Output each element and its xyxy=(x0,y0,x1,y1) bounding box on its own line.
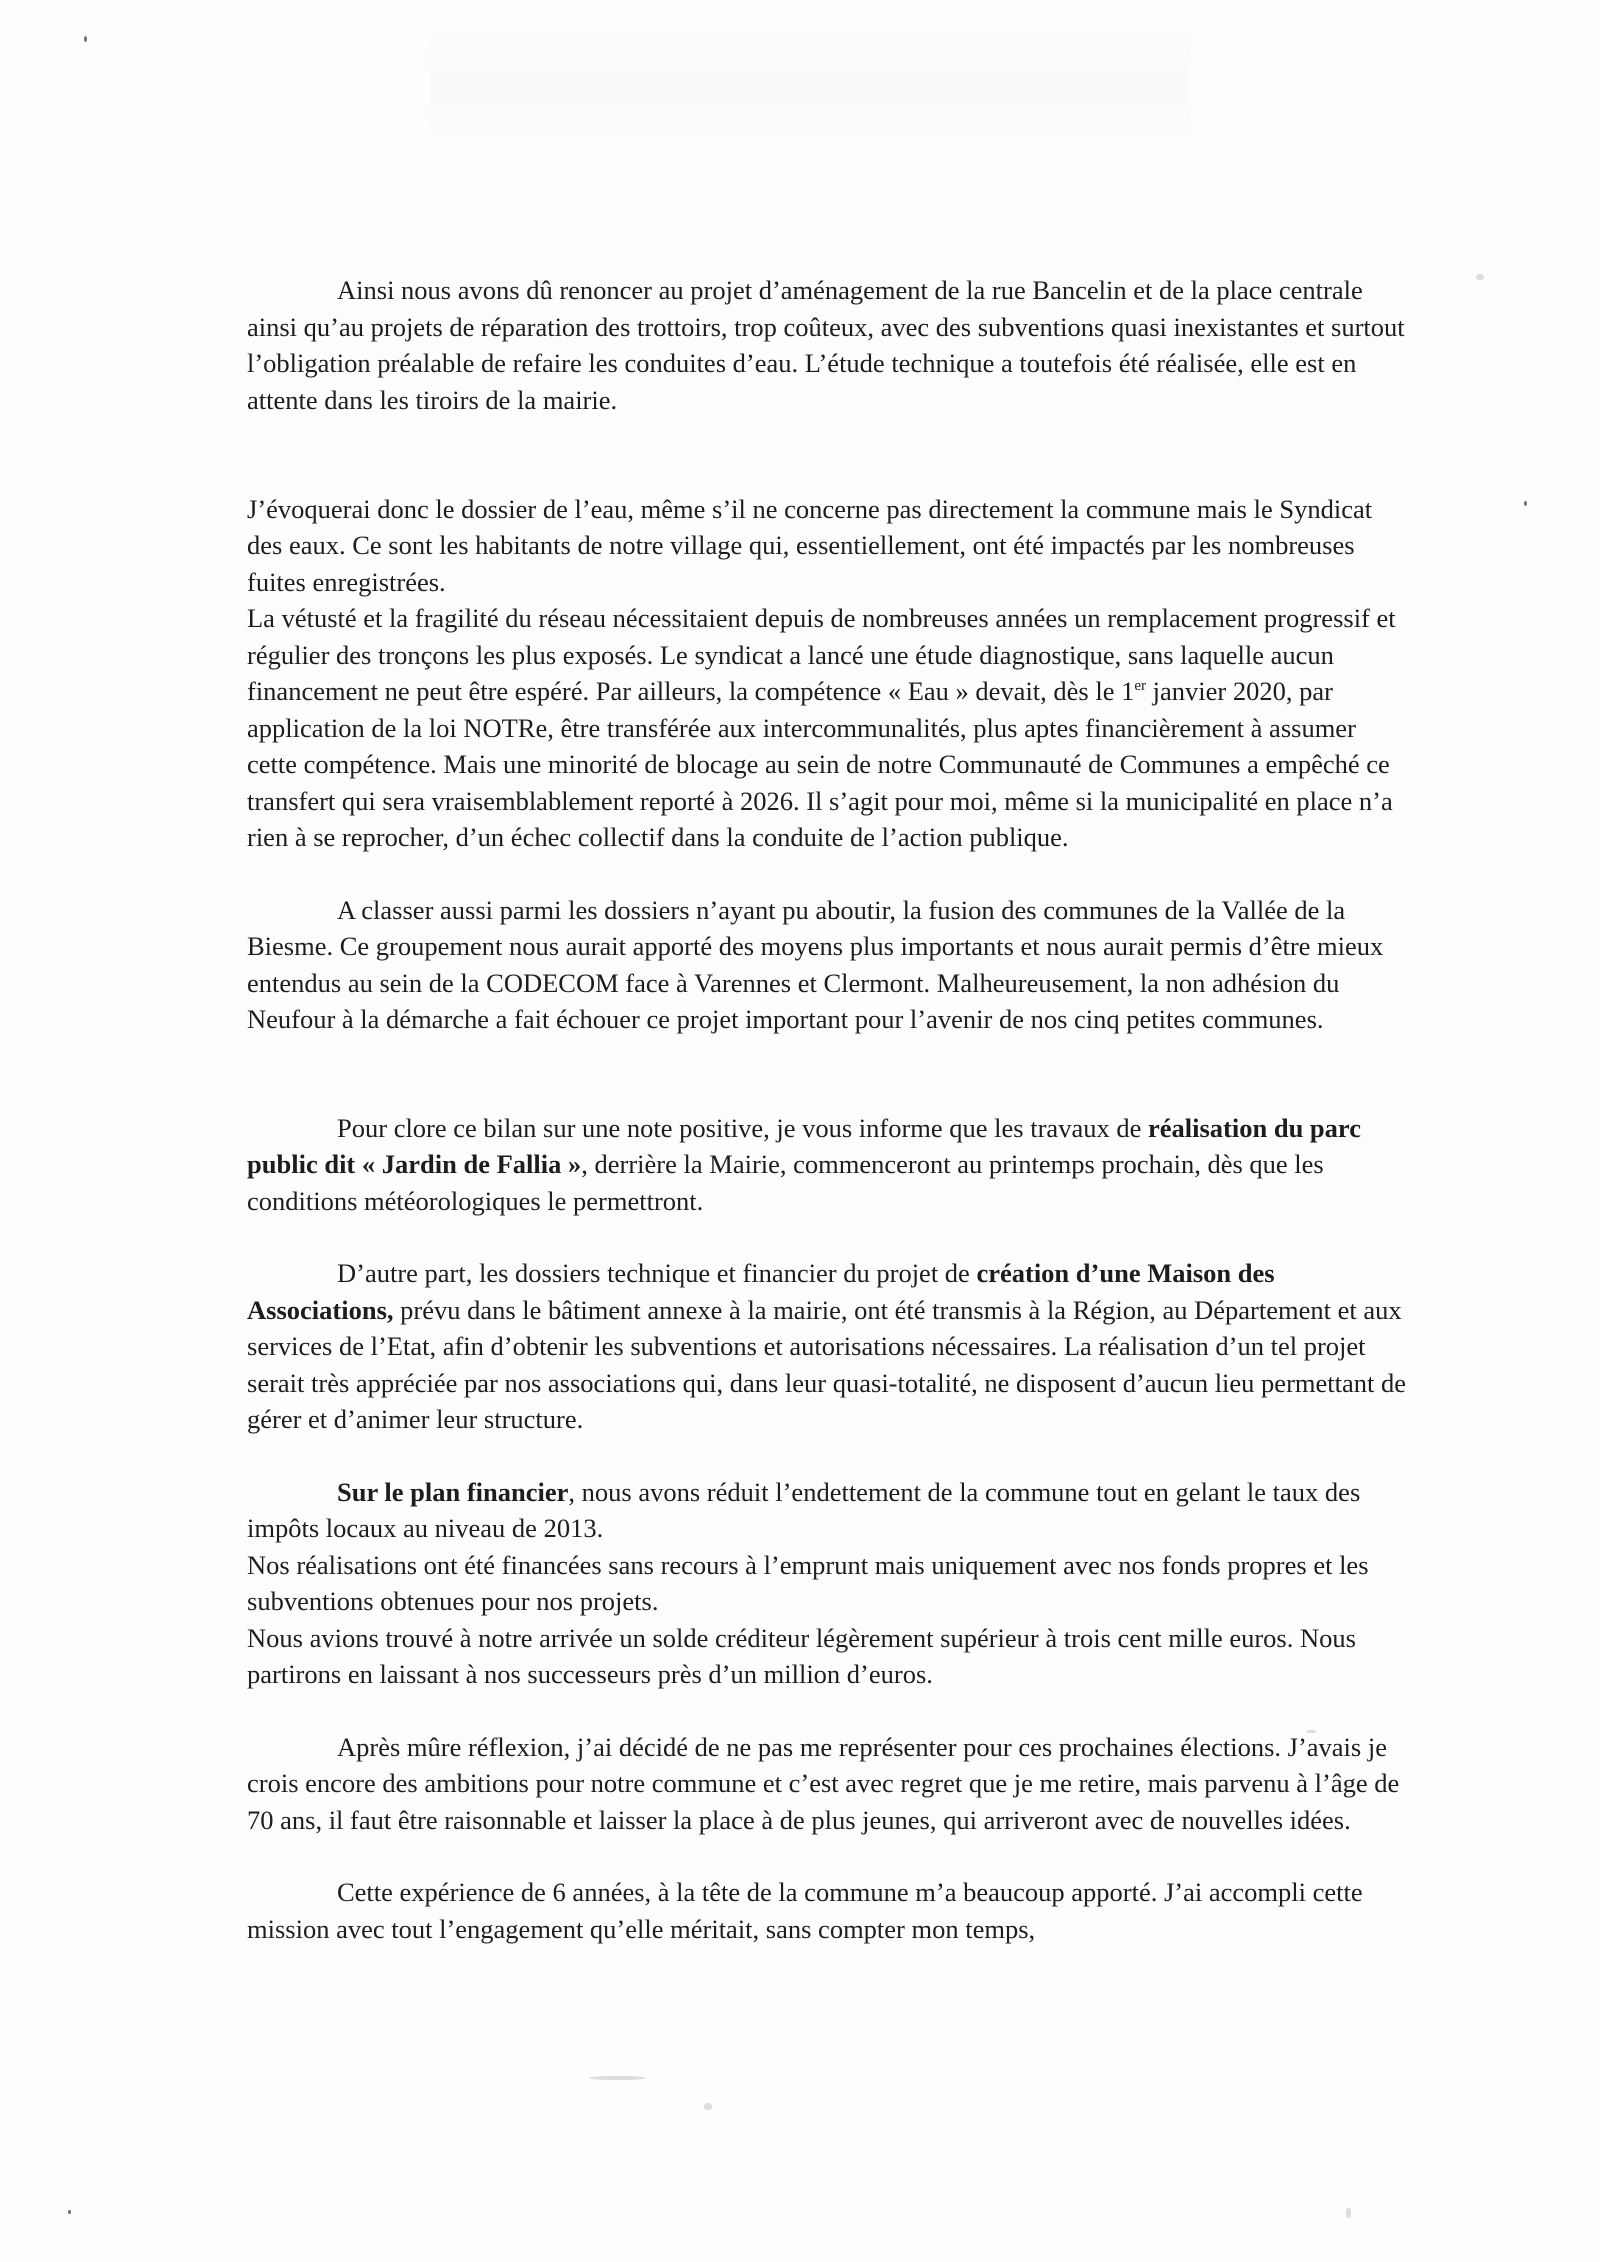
water-network-text: La vétusté et la fragilité du réseau nécessitaient depuis de nombreuses années un remplacement progressif et régulier des tronçons les plus exposés. Le syndicat a lancé une étude diagnostique, sans laquelle aucun financement ne peut être espéré. Par ailleurs, la compétence « Eau » devait, dès le 1 xyxy=(247,603,1396,706)
paragraph-public-park xyxy=(247,1110,1407,1220)
paragraph-water-dossier xyxy=(247,454,1407,600)
paragraph-not-running-again: Après mûre réflexion, j’ai décidé de ne pas me représenter pour ces prochaines élections. J’avais je crois encore des ambitions pour notre commune et c’est avec regret que je me retire, mais parvenu à l’âge de 70 ans, il faut être raisonnable et laisser la place à de plus jeunes, qui arriveront avec de nouvelles idées. xyxy=(247,1731,1400,1835)
scan-speck xyxy=(1346,2208,1351,2218)
associations-title: création d’une Maison des Associations, xyxy=(247,1258,1275,1325)
water-dossier-intro: J’évoquerai donc le dossier de l’eau, même s’il ne concerne pas directement la commune mais le Syndicat des eaux. Ce sont les habitants de notre village qui, essentiellement, ont été impactés par les nombreuses fuites enregistrées. xyxy=(247,493,1373,597)
scan-speck xyxy=(1524,501,1527,506)
scan-shadow xyxy=(430,30,1190,140)
scan-speck xyxy=(84,36,87,42)
paragraph-water-network xyxy=(247,600,1407,856)
paragraph-associations-house xyxy=(247,1255,1407,1438)
finances-debt: , nous avons réduit l’endettement de la commune tout en gelant le taux des impôts locaux au niveau de 2013. xyxy=(247,1476,1361,1543)
scan-speck xyxy=(1476,274,1484,280)
associations-intro: D’autre part, les dossiers technique et financier du projet de xyxy=(337,1258,977,1288)
paragraph-commune-fusion: A classer aussi parmi les dossiers n’ayant pu aboutir, la fusion des communes de la Vallée de la Biesme. Ce groupement nous aurait apporté des moyens plus importants et nous aurait permis d’être mieux entendus au sein de la CODECOM face à Varennes et Clermont. Malheureusement, la non adhésion du Neufour à la démarche a fait échouer ce projet important pour l’avenir de nos cinq petites communes. xyxy=(247,894,1384,1034)
paragraph-abandoned-projects: Ainsi nous avons dû renoncer au projet d’aménagement de la rue Bancelin et de la place centrale ainsi qu’au projets de réparation des trottoirs, trop coûteux, avec des subventions quasi inexistantes et surtout l’obligation préalable de refaire les conduites d’eau. L’étude technique a toutefois été réalisée, elle est en attente dans les tiroirs de la mairie. xyxy=(247,275,1405,415)
paragraph-experience: Cette expérience de 6 années, à la tête de la commune m’a beaucoup apporté. J’ai accompli cette mission avec tout l’engagement qu’elle méritait, sans compter mon temps, xyxy=(247,1877,1363,1944)
paragraph-finances xyxy=(247,1474,1407,1547)
finances-heading: Sur le plan financier xyxy=(337,1476,569,1507)
finances-balance: Nous avions trouvé à notre arrivée un solde créditeur légèrement supérieur à trois cent mille euros. Nous partirons en laissant à nos successeurs près d’un million d’euros. xyxy=(247,1622,1356,1689)
scan-speck xyxy=(68,2210,71,2214)
scan-speck xyxy=(590,2076,645,2080)
water-network-text-cont: janvier 2020, par application de la loi NOTRe, être transférée aux intercommunalités, plus aptes financièrement à assumer cette compétence. Mais une minorité de blocage au sein de notre Communauté de Communes a empêché ce transfert qui sera vraisemblablement reporté à 2026. Il s’agit pour moi, même si la municipalité en place n’a rien à se reprocher, d’un échec collectif dans la conduite de l’action publique. xyxy=(247,676,1393,852)
public-park-details: , derrière la Mairie, commenceront au printemps prochain, dès que les conditions météorologiques le permettront. xyxy=(247,1149,1324,1216)
letter-body xyxy=(247,272,1407,1947)
associations-details: prévu dans le bâtiment annexe à la mairie, ont été transmis à la Région, au Département et aux services de l’Etat, afin d’obtenir les subventions et autorisations nécessaires. La réalisation d’un tel projet serait très appréciée par nos associations qui, dans leur quasi-totalité, ne disposent d’aucun lieu permettant de gérer et d’animer leur structure. xyxy=(247,1294,1406,1434)
public-park-intro: Pour clore ce bilan sur une note positive, je vous informe que les travaux de xyxy=(337,1112,1148,1143)
ordinal-superscript: er xyxy=(1134,678,1147,694)
scan-speck xyxy=(704,2103,712,2110)
public-park-title: réalisation du parc public dit « Jardin de Fallia » xyxy=(247,1112,1361,1179)
finances-own-funds: Nos réalisations ont été financées sans recours à l’emprunt mais uniquement avec nos fonds propres et les subventions obtenues pour nos projets. xyxy=(247,1549,1369,1616)
